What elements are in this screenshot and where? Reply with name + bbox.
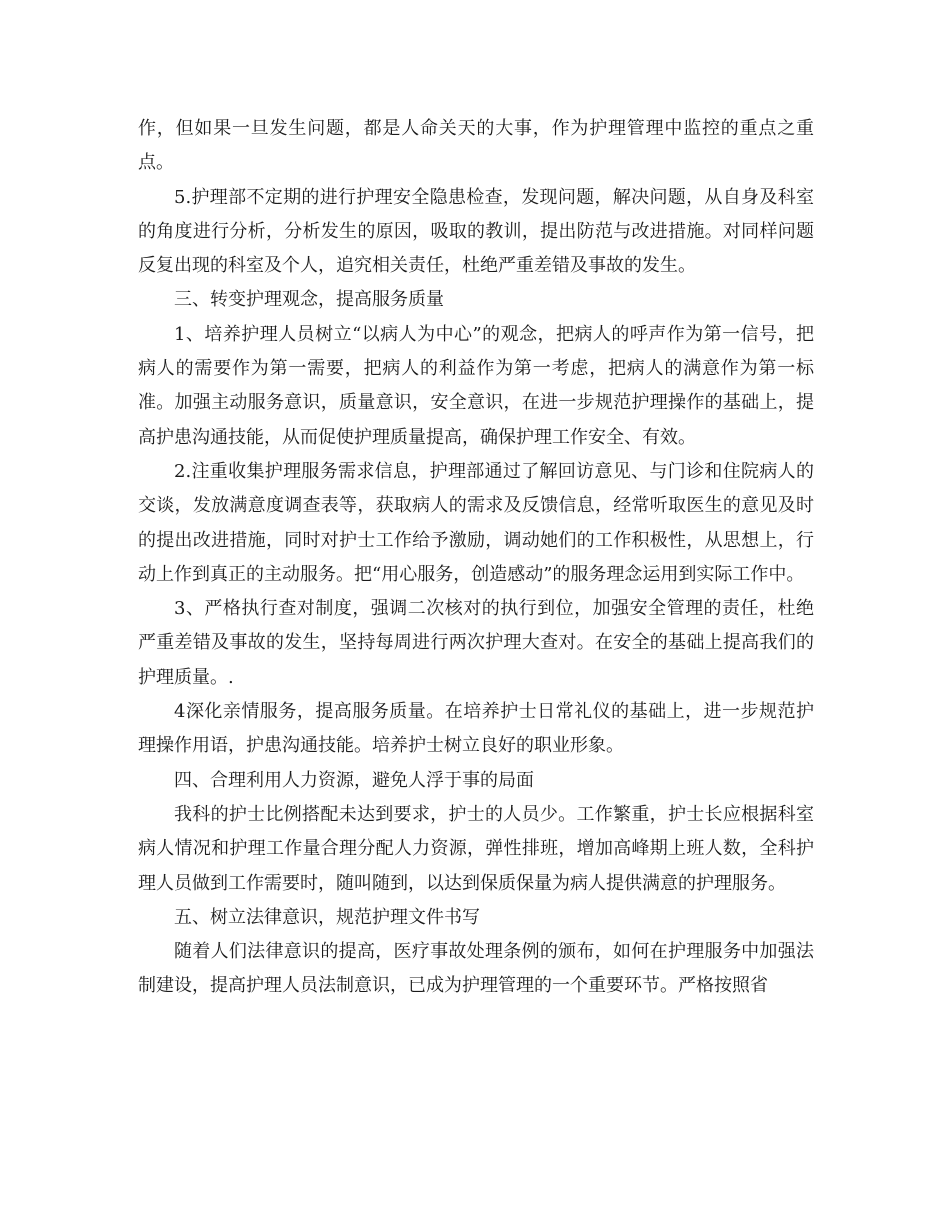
paragraph-item-1: 1、培养护理人员树立“以病人为中心”的观念，把病人的呼声作为第一信号，把病人的需要作为第一需要，把病人的利益作为第一考虑，把病人的满意作为第一标准。加强主动服务意识，质量意识，安全意识，在进一步规范护理操作的基础上，提高护患沟通技能，从而促使护理质量提高，确保护理工作安全、有效。: [138, 323, 814, 448]
paragraph-item-5: 5.护理部不定期的进行护理安全隐患检查，发现问题，解决问题，从自身及科室的角度进行分析，分析发生的原因，吸取的教训，提出防范与改进措施。对同样问题反复出现的科室及个人，追究相关责任，杜绝严重差错及事故的发生。: [138, 186, 814, 277]
section-heading-5: 五、树立法律意识，规范护理文件书写: [174, 906, 480, 928]
paragraph-legal: 随着人们法律意识的提高，医疗事故处理条例的颁布，如何在护理服务中加强法制建设，提高护理人员法制意识，已成为护理管理的一个重要环节。严格按照省: [138, 941, 814, 997]
section-heading-3: 三、转变护理观念，提高服务质量: [174, 289, 444, 311]
section-heading-4: 四、合理利用人力资源，避免人浮于事的局面: [174, 769, 534, 791]
paragraph-item-3: 3、严格执行查对制度，强调二次核对的执行到位，加强安全管理的责任，杜绝严重差错及事故的发生，坚持每周进行两次护理大查对。在安全的基础上提高我们的护理质量。.: [138, 598, 814, 688]
paragraph-item-2: 2.注重收集护理服务需求信息，护理部通过了解回访意见、与门诊和住院病人的交谈，发放满意度调查表等，获取病人的需求及反馈信息，经常听取医生的意见及时的提出改进措施，同时对护士工作给予激励，调动她们的工作积极性，从思想上，行动上作到真正的主动服务。把“用心服务，创造感动”的服务理念运用到实际工作中。: [138, 460, 814, 585]
paragraph-staffing: 我科的护士比例搭配未达到要求，护士的人员少。工作繁重，护士长应根据科室病人情况和护理工作量合理分配人力资源，弹性排班，增加高峰期上班人数，全科护理人员做到工作需要时，随叫随到，以达到保质保量为病人提供满意的护理服务。: [138, 803, 814, 894]
document-body: [138, 112, 814, 1004]
paragraph-item-4: 4深化亲情服务，提高服务质量。在培养护士日常礼仪的基础上，进一步规范护理操作用语，护患沟通技能。培养护士树立良好的职业形象。: [138, 701, 814, 757]
paragraph-continuation: 作，但如果一旦发生问题，都是人命关天的大事，作为护理管理中监控的重点之重点。: [138, 118, 814, 174]
